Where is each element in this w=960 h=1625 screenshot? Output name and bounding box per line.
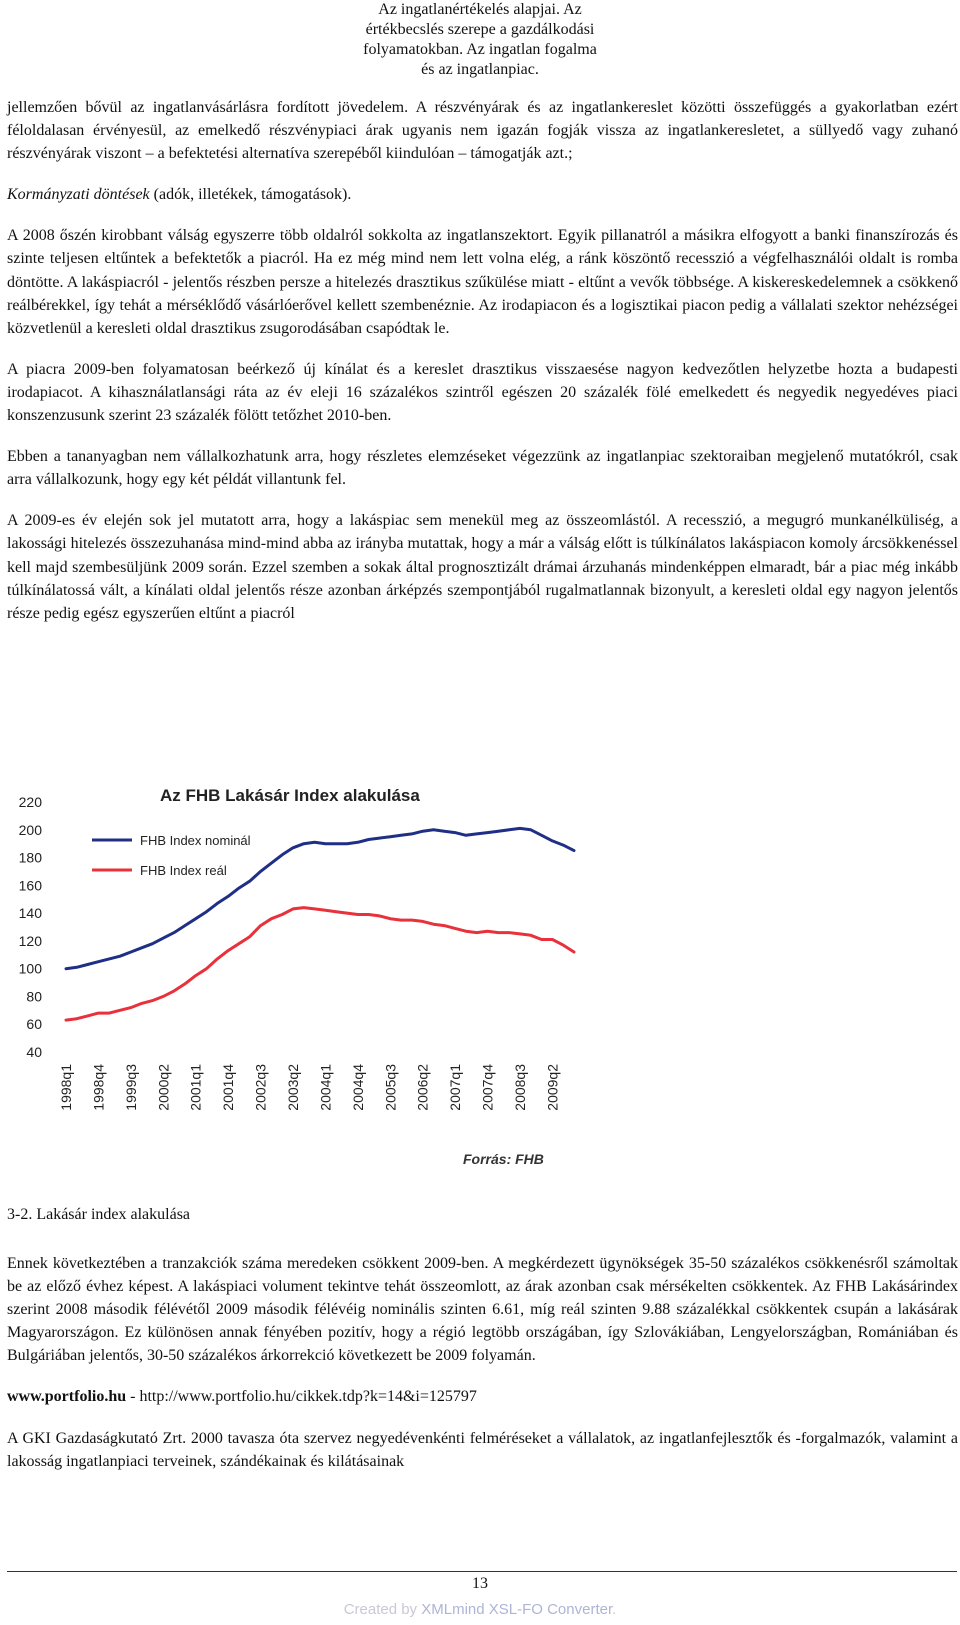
x-tick-label: 2001q1 [187, 1064, 204, 1111]
header-line: és az ingatlanpiac. [421, 61, 539, 78]
y-tick-label: 160 [18, 877, 42, 894]
italic-term: Kormányzati döntések [7, 186, 150, 204]
fhb-index-chart [0, 780, 600, 1205]
x-tick-label: 2009q2 [544, 1064, 561, 1111]
legend-label: FHB Index nominál [140, 833, 251, 848]
y-tick-label: 40 [26, 1044, 42, 1060]
x-tick-label: 2000q2 [155, 1064, 172, 1111]
paragraph: Ennek következtében a tranzakciók száma meredeken csökkent 2009-ben. A megkérdezett ügynökségek 35-50 százalékos csökkenésről számoltak be az előző évhez képest. A lakáspiaci volument tekintve tehát összeomlott, az árak azonban csak mérsékelten csökkentek. Az FHB Lakásárindex szerint 2008 második félévétől 2009 második félévéig nominális szinten 6.61, míg reál szinten 9.88 százalékkal csökkentek csupán a lakásárak Magyarországon. Ez különösen annak fényében pozitív, hogy a régió legtöbb országában, így Szlovákiában, Lengyelországban, Romániában és Bulgáriában jelentős, 30-50 százalékos árkorrekció következett be 2009 folyamán. [7, 1255, 958, 1365]
x-tick-label: 1998q1 [58, 1064, 74, 1111]
paragraph: A GKI Gazdaságkutató Zrt. 2000 tavasza óta szervez negyedévenkénti felméréseket a vállalatok, az ingatlanfejlesztők és -forgalmazók, valamint a lakosság ingatlanpiaci terveinek, szándékainak és kilátásainak [7, 1429, 958, 1470]
paragraph: A 2008 őszén kirobbant válság egyszerre több oldalról sokkolta az ingatlanszektort. Egyik pillanatról a másikra elfogyott a banki finanszírozás és szinte teljesen eltűntek a befektetők a piacról. Ha ez még mind nem lett volna elég, a ránk köszöntő recesszió a végfelhasználói oldalt is romba döntötte. A lakáspiacról - jelentős részben persze a hitelezés drasztikus szűkülése miatt - eltűnt a vevők többsége. A kiskereskedelemnek a csökkenő reálbérekkel, így tehát a mérséklődő vásárlóerővel kellett szembenéznie. Az irodapiacon és a logisztikai piacon pedig a vállalati szektor nehézségei közvetlenül a keresleti oldal drasztikus zsugorodásában csapódtak le. [7, 227, 958, 337]
y-tick-label: 120 [18, 932, 42, 949]
y-tick-label: 100 [18, 960, 42, 977]
page-body-top [7, 96, 958, 643]
created-suffix: . [612, 1601, 617, 1618]
x-tick-label: 2006q2 [414, 1064, 431, 1111]
created-prefix: Created by [343, 1601, 422, 1618]
source-site: www.portfolio.hu [7, 1388, 127, 1406]
source-url: - http://www.portfolio.hu/cikkek.tdp?k=14&i=125797 [126, 1388, 477, 1406]
y-axis [19, 794, 43, 1060]
x-axis [58, 1064, 560, 1111]
legend-label: FHB Index reál [140, 863, 227, 878]
paragraph: Ebben a tananyagban nem vállalkozhatunk arra, hogy részletes elemzéseket végezzünk az ingatlanpiac szektoraiban megjelenő mutatókról, csak arra vállalkozunk, hogy egy két példát villantunk fel. [7, 448, 958, 489]
chart-title: Az FHB Lakásár Index alakulása [160, 786, 420, 805]
y-tick-label: 80 [26, 988, 42, 1005]
series-line-nominal [66, 828, 574, 968]
figure-caption: 3-2. Lakásár index alakulása [7, 1206, 191, 1223]
header-line: folyamatokban. Az ingatlan fogalma [363, 41, 597, 58]
paragraph: A piacra 2009-ben folyamatosan beérkező új kínálat és a kereslet drasztikus visszaesése nagyon kedvezőtlen helyzetbe hozta a budapesti irodapiacot. A kihasználatlansági ráta az év eleji 16 százalékos szintről egészen 20 százalék fölé emelkedett és negyedik negyedéves piaci konszenzusunk szerint 23 százalék fölött tetőzhet 2010-ben. [7, 360, 958, 425]
paragraph: jellemzően bővül az ingatlanvásárlásra fordított jövedelem. A részvényárak és az ingatlankereslet közötti összefüggés a gyakorlatban ezért féloldalasan érvényesül, az emelkedő részvénypiaci árak ugyanis nem igazán fogják vissza az ingatlankeresletet, a süllyedő vagy zuhanó részvényárak viszont – a befektetési alternatíva szerepéből kiindulóan – támogatják azt.; [7, 99, 958, 163]
paragraph: A 2009-es év elején sok jel mutatott arra, hogy a lakáspiac sem menekül meg az összeomlástól. A recesszió, a megugró munkanélküliség, a lakossági hitelezés összezuhanása mind-mind abba az irányba mutattak, hogy a már a válság előtt is túlkínálatos lakáspiacon komoly árcsökkenéssel kell majd szembesüljünk 2009 során. Ezzel szemben a sokak által prognosztizált drámai árzuhanás mindenképpen elmaradt, bár a piac még inkább túlkínálatossá vált, a kínálati oldal jelentős része azonban árképzés szempontjából rugalmatlannak bizonyult, a keresleti oldal egy nagyon jelentős része pedig egész egyszerűen eltűnt a piacról [7, 512, 958, 622]
footer-divider [7, 1571, 957, 1572]
x-tick-label: 2007q1 [447, 1064, 464, 1111]
chart-source: Forrás: FHB [463, 1151, 544, 1167]
x-tick-label: 2003q2 [284, 1064, 301, 1111]
x-tick-label: 1999q3 [122, 1064, 139, 1111]
page-body-bottom [7, 1252, 958, 1473]
header-line: Az ingatlanértékelés alapjai. Az [378, 1, 582, 18]
y-tick-label: 180 [18, 849, 42, 866]
y-tick-label: 220 [18, 794, 42, 810]
running-header [0, 0, 960, 80]
source-line [7, 1385, 958, 1408]
x-tick-label: 2004q4 [349, 1064, 366, 1111]
y-tick-label: 140 [18, 905, 42, 922]
legend [92, 833, 251, 878]
series-group [66, 828, 574, 1020]
x-tick-label: 2005q3 [382, 1064, 399, 1111]
header-line: értékbecslés szerepe a gazdálkodási [365, 21, 595, 38]
line-chart [0, 780, 600, 1205]
x-tick-label: 2001q4 [220, 1064, 237, 1111]
x-tick-label: 2002q3 [252, 1064, 269, 1111]
x-tick-label: 2007q4 [479, 1064, 496, 1111]
x-tick-label: 2008q3 [511, 1064, 528, 1111]
y-tick-label: 200 [18, 821, 42, 838]
created-brand: XMLmind XSL-FO Converter [421, 1601, 613, 1618]
y-tick-label: 60 [26, 1016, 42, 1033]
series-line-real [66, 908, 574, 1021]
created-by-footer [0, 1601, 960, 1618]
x-tick-label: 2004q1 [317, 1064, 334, 1111]
paragraph [7, 183, 958, 206]
paragraph-text: (adók, illetékek, támogatások). [149, 186, 352, 204]
x-tick-label: 1998q4 [90, 1064, 107, 1111]
page-number: 13 [472, 1575, 488, 1592]
